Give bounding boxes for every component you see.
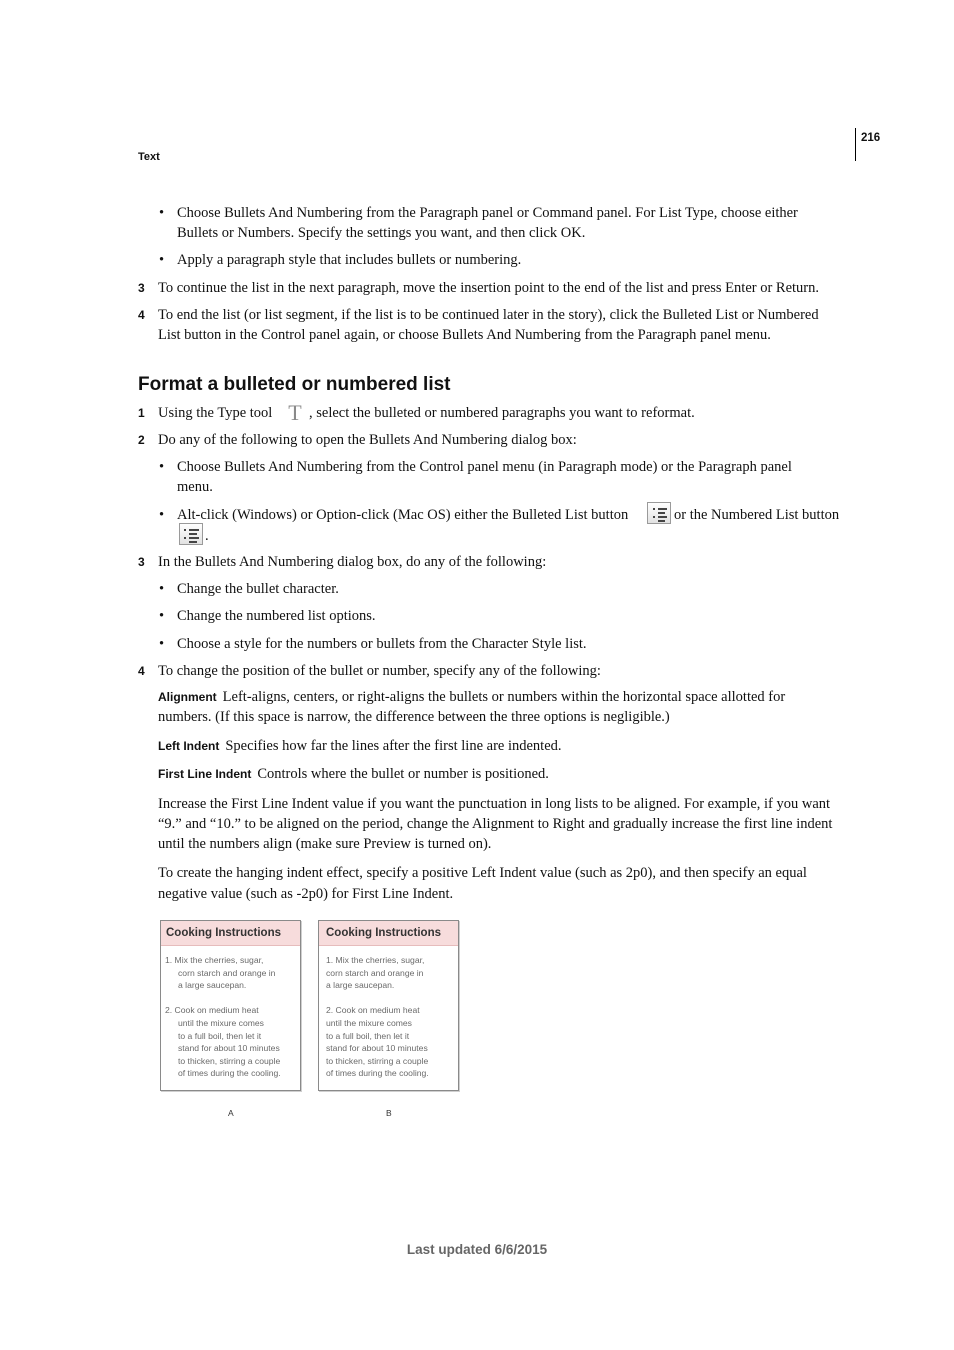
paragraph-1-line3: until the numbers align (make sure Preview is turned on). [158,836,492,852]
figure-a [160,920,301,1091]
figure-a-line: of times during the cooling. [178,1068,281,1079]
step-3-bullet-1: Change the bullet character. [177,581,339,597]
figure-b [318,920,459,1091]
paragraph-2-line1: To create the hanging indent effect, specify a positive Left Indent value (such as 2p0), and then specify an equal [158,865,807,881]
bullet-marker: • [159,507,165,523]
intro-bullet-2: Apply a paragraph style that includes bullets or numbering. [177,252,522,268]
figure-a-line: 2. Cook on medium heat [165,1005,259,1016]
bulleted-list-icon [647,502,671,524]
last-updated: Last updated 6/6/2015 [406,1242,548,1257]
figure-b-line: to a full boil, then let it [326,1030,410,1041]
alignment-definition-line1 [158,687,785,707]
first-line-indent-definition [158,764,549,784]
step-number: 4 [138,308,145,322]
paragraph-1-line1: Increase the First Line Indent value if you want the punctuation in long lists to be aligned. For example, if you want [158,796,831,812]
paragraph-2-line2: negative value (such as -2p0) for First Line Indent. [158,886,454,902]
bullet-marker: • [159,636,165,652]
intro-bullet-1-line1: Choose Bullets And Numbering from the Paragraph panel or Command panel. For List Type, choose either [177,205,798,221]
figure-b-line: 2. Cook on medium heat [326,1005,420,1016]
left-indent-definition [158,736,562,756]
intro-step-3: To continue the list in the next paragraph, move the insertion point to the end of the list and press Enter or Return. [158,280,819,296]
left-indent-term: Left Indent [158,739,220,753]
step-4-text: To change the position of the bullet or number, specify any of the following: [158,663,601,679]
figure-b-line: corn starch and orange in [326,967,424,978]
paragraph-1-line2: “9.” and “10.” to be aligned on the period, change the Alignment to Right and gradually increase the first line indent [158,816,833,832]
step-number: 3 [138,555,145,569]
figure-a-line: to thicken, stirring a couple [178,1055,281,1066]
figure-a-line: stand for about 10 minutes [178,1043,280,1054]
step-3-bullet-3: Choose a style for the numbers or bullets from the Character Style list. [177,636,587,652]
figure-b-caption: B [386,1108,392,1118]
intro-step-4-line2: List button in the Control panel again, or choose Bullets And Numbering from the Paragraph panel menu. [158,327,771,343]
figure-b-line: of times during the cooling. [326,1068,429,1079]
step-number: 1 [138,406,145,420]
figure-a-line: a large saucepan. [178,980,247,991]
first-line-indent-desc: Controls where the bullet or number is positioned. [257,766,549,782]
step-2-text: Do any of the following to open the Bullets And Numbering dialog box: [158,432,577,448]
alignment-term: Alignment [158,690,217,704]
first-line-indent-term: First Line Indent [158,767,252,781]
step-1-text-a: Using the Type tool [158,405,273,421]
figure-b-title: Cooking Instructions [319,921,458,946]
step-2-bullet-1-line2: menu. [177,479,213,495]
figure-a-caption: A [228,1108,234,1118]
figure-b-line: a large saucepan. [326,980,395,991]
figure-a-line: 1. Mix the cherries, sugar, [165,955,264,965]
bullet-marker: • [159,608,165,624]
bullet-marker: • [159,252,165,268]
figure-a-line: corn starch and orange in [178,967,276,978]
intro-bullet-1-line2: Bullets or Numbers. Specify the settings you want, and then click OK. [177,225,586,241]
alignment-desc: Left-aligns, centers, or right-aligns the bullets or numbers within the horizontal space allotted for [222,689,786,705]
figure-b-line: stand for about 10 minutes [326,1043,428,1054]
figure-b-line: to thicken, stirring a couple [326,1055,429,1066]
step-2-bullet-2-text-a: Alt-click (Windows) or Option-click (Mac OS) either the Bulleted List button [177,507,629,523]
step-1-text-b: , select the bulleted or numbered paragraphs you want to reformat. [309,405,695,421]
alignment-definition-line2: numbers. (If this space is narrow, the difference between the three options is negligible.) [158,709,670,725]
figure-b-line: until the mixure comes [326,1018,412,1028]
header-divider [855,128,856,161]
numbered-list-icon [179,523,203,545]
intro-step-4-line1: To end the list (or list segment, if the list is to be continued later in the story), click the Bulleted List or Numbered [158,307,819,323]
step-2-bullet-2-end: . [205,528,209,544]
bullet-marker: • [159,459,165,475]
figure-a-line: until the mixure comes [178,1018,264,1028]
figure-a-title: Cooking Instructions [161,921,300,946]
step-number: 4 [138,664,145,678]
section-heading: Format a bulleted or numbered list [138,374,451,395]
page-number: 216 [861,132,881,144]
step-2-bullet-1-line1: Choose Bullets And Numbering from the Control panel menu (in Paragraph mode) or the Paragraph panel [177,459,792,475]
figure-a-line: to a full boil, then let it [178,1030,262,1041]
left-indent-desc: Specifies how far the lines after the first line are indented. [225,738,562,754]
step-2-bullet-2-text-b: or the Numbered List button [674,507,840,523]
step-3-bullet-2: Change the numbered list options. [177,608,376,624]
step-number: 2 [138,433,145,447]
step-3-text: In the Bullets And Numbering dialog box, do any of the following: [158,554,547,570]
bullet-marker: • [159,205,165,221]
section-name: Text [138,151,160,163]
type-tool-icon: T [288,400,302,425]
figure-b-line: 1. Mix the cherries, sugar, [326,955,425,965]
bullet-marker: • [159,581,165,597]
step-number: 3 [138,281,145,295]
